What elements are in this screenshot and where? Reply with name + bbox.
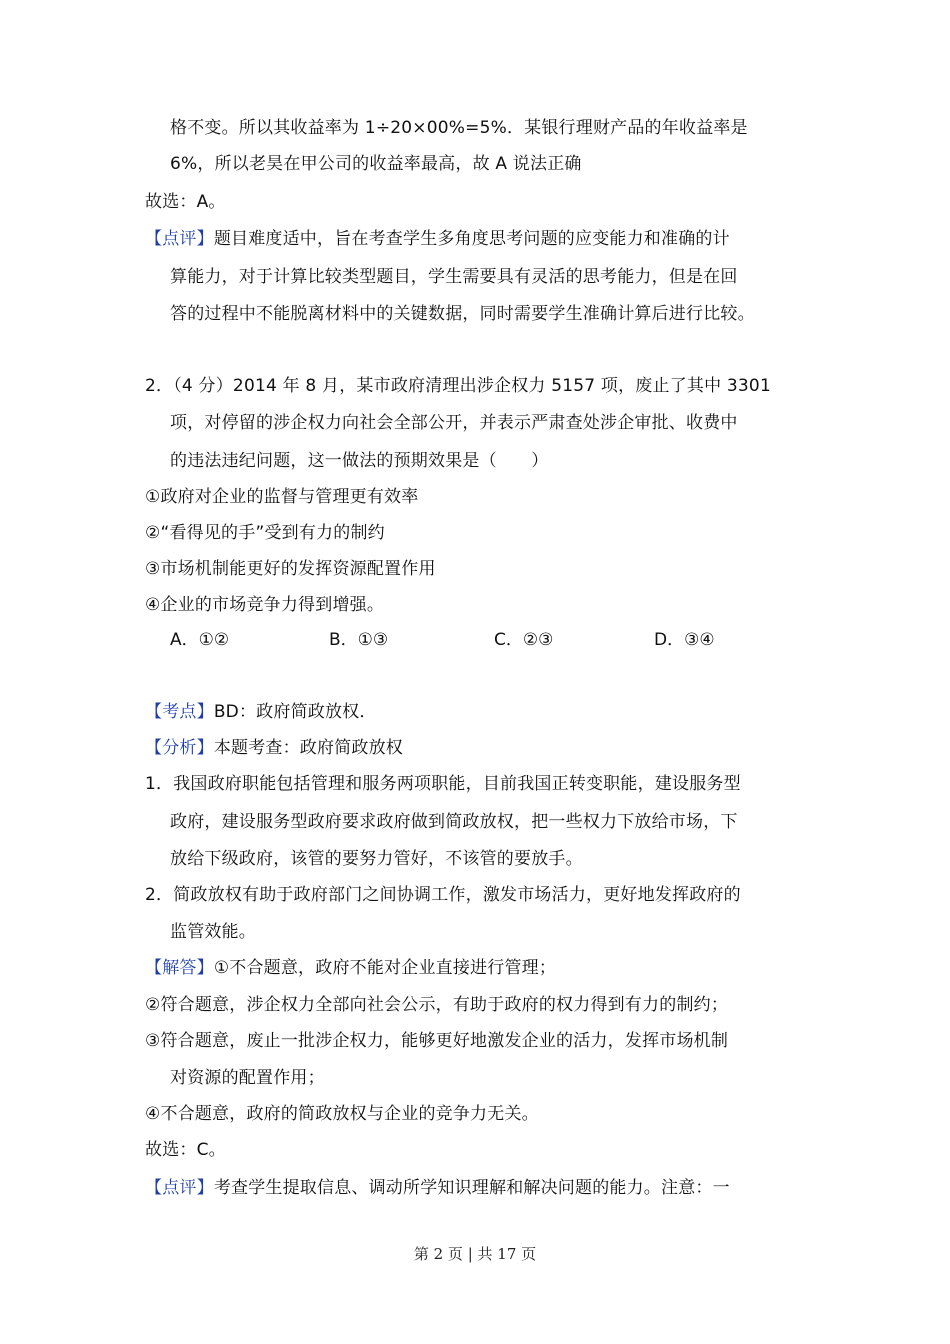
q2-answer-3-line-1: ③符合题意，废止一批涉企权力，能够更好地激发企业的活力，发挥市场机制 [145,1031,729,1051]
q2-item-3: ③市场机制能更好的发挥资源配置作用 [145,559,436,579]
q1-comment-line-3: 答的过程中不能脱离材料中的关键数据，同时需要学生准确计算后进行比较。 [170,304,755,324]
q2-answer-4: ④不合题意，政府的简政放权与企业的竞争力无关。 [145,1104,539,1124]
q2-stem-line-2: 项，对停留的涉企权力向社会全部公开，并表示严肃查处涉企审批、收费中 [170,413,738,433]
q2-option-b: B．①③ [329,630,389,650]
q2-stem-line-3: 的违法违纪问题，这一做法的预期效果是（ ） [170,451,549,471]
q2-option-a: A．①② [170,630,230,650]
q2-option-c: C．②③ [494,630,554,650]
fenxi-tag: 【分析】 [145,738,214,758]
q2-point1-line-1: 1．我国政府职能包括管理和服务两项职能，目前我国正转变职能，建设服务型 [145,774,741,794]
q2-point2-line-2: 监管效能。 [170,922,256,942]
q2-stem-line-1: 2．（4 分）2014 年 8 月，某市政府清理出涉企权力 5157 项，废止了其中 3301 [145,376,771,396]
q1-choice: 故选：A。 [145,192,226,212]
q2-item-2: ②“看得见的手”受到有力的制约 [145,523,385,543]
q2-fenxi [145,736,403,760]
q2-option-d: D．③④ [654,630,715,650]
q1-analysis-line-1: 格不变。所以其收益率为 1÷20×00%=5%．某银行理财产品的年收益率是 [170,118,748,138]
q2-point1-line-2: 政府，建设服务型政府要求政府做到简政放权，把一些权力下放给市场，下 [170,812,738,832]
q2-point2-line-1: 2．简政放权有助于政府部门之间协调工作，激发市场活力，更好地发挥政府的 [145,885,741,905]
q1-comment-line-1 [145,227,730,251]
q2-point1-line-3: 放给下级政府，该管的要努力管好，不该管的要放手。 [170,849,583,869]
q2-answer-2: ②符合题意，涉企权力全部向社会公示，有助于政府的权力得到有力的制约； [145,995,729,1015]
kaodian-tag: 【考点】 [145,702,214,722]
q1-comment-line-2: 算能力，对于计算比较类型题目，学生需要具有灵活的思考能力，但是在回 [170,267,738,287]
page-footer: 第 2 页 | 共 17 页 [413,1245,537,1263]
comment-text: 题目难度适中，旨在考查学生多角度思考问题的应变能力和准确的计 [213,229,730,249]
q2-comment [145,1176,730,1200]
comment-text: 考查学生提取信息、调动所学知识理解和解决问题的能力。注意：一 [213,1178,730,1198]
kaodian-text: BD：政府简政放权． [213,702,377,722]
comment-tag: 【点评】 [145,229,214,249]
q2-item-1: ①政府对企业的监督与管理更有效率 [145,487,419,507]
fenxi-text: 本题考查：政府简政放权 [213,738,404,758]
q2-item-4: ④企业的市场竞争力得到增强。 [145,595,385,615]
q2-answer-3-line-2: 对资源的配置作用； [170,1068,325,1088]
comment-tag: 【点评】 [145,1178,214,1198]
q2-jieda [145,956,556,980]
jieda-text: ①不合题意，政府不能对企业直接进行管理； [213,958,557,978]
q2-choice: 故选：C。 [145,1140,226,1160]
q1-analysis-line-2: 6%，所以老昊在甲公司的收益率最高，故 A 说法正确 [170,154,582,174]
jieda-tag: 【解答】 [145,958,214,978]
q2-kaodian [145,700,377,724]
